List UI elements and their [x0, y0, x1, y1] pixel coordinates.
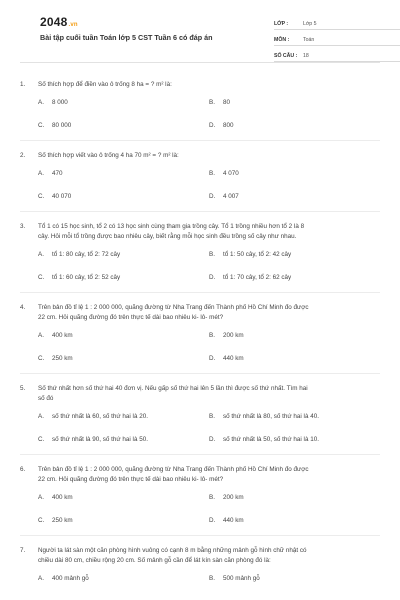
- answer-option[interactable]: [209, 516, 380, 525]
- question-text: Số thích hợp viết vào ô trống 4 ha 70 m² = ? m² là:: [38, 152, 179, 159]
- meta-value: 18: [303, 53, 309, 59]
- question-divider: [20, 454, 380, 455]
- question-divider: [20, 292, 380, 293]
- answer-option[interactable]: [38, 121, 209, 130]
- question-line: [20, 556, 380, 566]
- option-text: số thứ nhất là 50, số thứ hai là 10.: [223, 436, 319, 443]
- question-divider: [20, 373, 380, 374]
- option-key: C.: [38, 355, 45, 362]
- answer-options: [20, 412, 380, 444]
- option-text: 250 km: [52, 355, 73, 362]
- meta-value: Toán: [303, 37, 315, 43]
- answer-options: [20, 493, 380, 525]
- option-key: B.: [209, 575, 215, 582]
- option-key: A.: [38, 99, 44, 106]
- answer-option[interactable]: [38, 331, 209, 340]
- question-number: [20, 556, 38, 566]
- meta-row-count: [274, 46, 400, 62]
- answer-option[interactable]: [209, 169, 380, 178]
- logo-suffix: .vn: [68, 22, 78, 28]
- option-key: A.: [38, 575, 44, 582]
- question-number: 2.: [20, 152, 26, 159]
- answer-option[interactable]: [38, 250, 209, 259]
- header-divider: [20, 62, 380, 63]
- answer-option[interactable]: [38, 354, 209, 363]
- question-line: [20, 313, 380, 323]
- option-text: 80: [223, 99, 231, 106]
- option-key: C.: [38, 193, 45, 200]
- answer-option[interactable]: [38, 516, 209, 525]
- worksheet-title: Bài tập cuối tuần Toán lớp 5 CST Tuần 6 có đáp án: [40, 33, 213, 42]
- answer-option[interactable]: [38, 169, 209, 178]
- option-key: A.: [38, 170, 44, 177]
- answer-option[interactable]: [38, 574, 209, 583]
- option-key: A.: [38, 251, 44, 258]
- answer-options: [20, 98, 380, 130]
- question-line: [20, 232, 380, 242]
- option-key: C.: [38, 122, 45, 129]
- question-text: cây. Hỏi mỗi tổ trồng được bao nhiêu cây, biết rằng mỗi học sinh đều trồng số cây như nhau.: [38, 233, 297, 240]
- option-text: tổ 1: 70 cây, tổ 2: 62 cây: [223, 274, 292, 281]
- question-divider: [20, 211, 380, 212]
- answer-option[interactable]: [209, 493, 380, 502]
- option-text: số thứ nhất là 60, số thứ hai là 20.: [52, 413, 148, 420]
- option-key: B.: [209, 170, 215, 177]
- option-text: tổ 1: 60 cây, tổ 2: 52 cây: [52, 274, 121, 281]
- option-text: số thứ nhất là 80, số thứ hai là 40.: [223, 413, 319, 420]
- option-key: D.: [209, 274, 216, 281]
- meta-label: MÔN :: [274, 37, 290, 43]
- answer-options: [20, 169, 380, 201]
- answer-option[interactable]: [38, 273, 209, 282]
- site-logo[interactable]: [40, 15, 78, 29]
- question-item: [20, 384, 380, 444]
- question-item: [20, 80, 380, 130]
- question-text: Tổ 1 có 15 học sinh, tổ 2 có 13 học sinh cùng tham gia trồng cây. Tổ 1 trồng nhiều hơn tổ 2 là 8: [38, 223, 305, 230]
- answer-option[interactable]: [209, 574, 380, 583]
- option-key: B.: [209, 413, 215, 420]
- question-line: [20, 465, 380, 475]
- option-key: C.: [38, 517, 45, 524]
- answer-option[interactable]: [209, 412, 380, 421]
- question-text: Số thích hợp để điền vào ô trống 8 ha = ? m² là:: [38, 81, 172, 88]
- option-key: D.: [209, 193, 216, 200]
- answer-option[interactable]: [209, 354, 380, 363]
- answer-option[interactable]: [209, 273, 380, 282]
- option-text: 8 000: [52, 99, 68, 106]
- meta-row-subject: [274, 30, 400, 46]
- question-text: Trên bản đồ tỉ lệ 1 : 2 000 000, quãng đường từ Nha Trang đến Thành phố Hồ Chí Minh đo được: [38, 466, 309, 473]
- option-text: 470: [52, 170, 63, 177]
- option-text: 400 km: [52, 332, 73, 339]
- answer-option[interactable]: [38, 98, 209, 107]
- option-key: A.: [38, 332, 44, 339]
- answer-option[interactable]: [38, 412, 209, 421]
- question-item: [20, 465, 380, 525]
- answer-options: [20, 331, 380, 363]
- question-item: [20, 222, 380, 282]
- question-number: 1.: [20, 81, 26, 88]
- meta-label: LỚP :: [274, 21, 289, 27]
- option-key: C.: [38, 436, 45, 443]
- answer-option[interactable]: [209, 98, 380, 107]
- option-key: D.: [209, 517, 216, 524]
- question-line: [20, 151, 380, 161]
- question-list: [20, 80, 380, 583]
- option-key: B.: [209, 251, 215, 258]
- question-line: [20, 546, 380, 556]
- answer-option[interactable]: [209, 250, 380, 259]
- meta-info: [274, 14, 400, 62]
- question-number: 5.: [20, 385, 26, 392]
- option-key: A.: [38, 494, 44, 501]
- question-number: [20, 313, 38, 323]
- answer-option[interactable]: [209, 435, 380, 444]
- question-number: 3.: [20, 223, 26, 230]
- question-text: chiều dài 80 cm, chiều rộng 20 cm. Số mảnh gỗ cần để lát kín sàn căn phòng đó là:: [38, 557, 271, 564]
- option-key: B.: [209, 332, 215, 339]
- question-number: [20, 232, 38, 242]
- option-text: 200 km: [223, 332, 244, 339]
- option-text: tổ 1: 50 cây, tổ 2: 42 cây: [223, 251, 292, 258]
- option-text: tổ 1: 80 cây, tổ 2: 72 cây: [52, 251, 121, 258]
- option-text: 800: [223, 122, 234, 129]
- option-text: số thứ nhất là 90, số thứ hai là 50.: [52, 436, 148, 443]
- meta-value: Lớp 5: [303, 21, 317, 27]
- question-number: [20, 394, 38, 404]
- option-text: 440 km: [223, 517, 244, 524]
- option-text: 400 km: [52, 494, 73, 501]
- option-key: D.: [209, 122, 216, 129]
- option-key: C.: [38, 274, 45, 281]
- question-number: [20, 475, 38, 485]
- question-number: 7.: [20, 547, 26, 554]
- question-text: Số thứ nhất hơn số thứ hai 40 đơn vị. Nếu gấp số thứ hai lên 5 lần thì được số thứ nhất. Tìm hai: [38, 385, 308, 392]
- answer-option[interactable]: [38, 493, 209, 502]
- answer-option[interactable]: [209, 121, 380, 130]
- question-divider: [20, 535, 380, 536]
- question-number: 4.: [20, 304, 26, 311]
- option-text: 4 007: [223, 193, 239, 200]
- option-text: 250 km: [52, 517, 73, 524]
- option-key: A.: [38, 413, 44, 420]
- question-text: Người ta lát sàn một căn phòng hình vuông có cạnh 8 m bằng những mảnh gỗ hình chữ nhật có: [38, 547, 307, 554]
- option-key: D.: [209, 436, 216, 443]
- option-text: 440 km: [223, 355, 244, 362]
- header: [20, 0, 380, 62]
- answer-option[interactable]: [209, 192, 380, 201]
- question-text: 22 cm. Hỏi quãng đường đó trên thực tế dài bao nhiêu ki- lô- mét?: [38, 314, 224, 321]
- question-line: [20, 475, 380, 485]
- option-key: B.: [209, 99, 215, 106]
- option-text: 200 km: [223, 494, 244, 501]
- option-text: 500 mảnh gỗ: [223, 575, 260, 582]
- question-item: [20, 303, 380, 363]
- question-line: [20, 80, 380, 90]
- option-text: 4 070: [223, 170, 239, 177]
- option-text: 80 000: [52, 122, 72, 129]
- question-line: [20, 384, 380, 394]
- meta-row-class: [274, 14, 400, 30]
- answer-option[interactable]: [38, 435, 209, 444]
- question-text: Trên bản đồ tỉ lệ 1 : 2 000 000, quãng đường từ Nha Trang đến Thành phố Hồ Chí Minh đo được: [38, 304, 309, 311]
- question-divider: [20, 140, 380, 141]
- option-text: 40 070: [52, 193, 72, 200]
- answer-options: [20, 574, 380, 583]
- option-text: 400 mảnh gỗ: [52, 575, 89, 582]
- question-item: [20, 546, 380, 583]
- answer-option[interactable]: [38, 192, 209, 201]
- question-line: [20, 303, 380, 313]
- question-text: 22 cm. Hỏi quãng đường đó trên thực tế dài bao nhiêu ki- lô- mét?: [38, 476, 224, 483]
- question-line: [20, 222, 380, 232]
- question-number: 6.: [20, 466, 26, 473]
- question-text: số đó: [38, 395, 54, 402]
- logo-text: 2048: [40, 15, 68, 29]
- question-line: [20, 394, 380, 404]
- answer-options: [20, 250, 380, 282]
- question-item: [20, 151, 380, 201]
- answer-option[interactable]: [209, 331, 380, 340]
- meta-label: SỐ CÂU :: [274, 53, 298, 59]
- option-key: B.: [209, 494, 215, 501]
- option-key: D.: [209, 355, 216, 362]
